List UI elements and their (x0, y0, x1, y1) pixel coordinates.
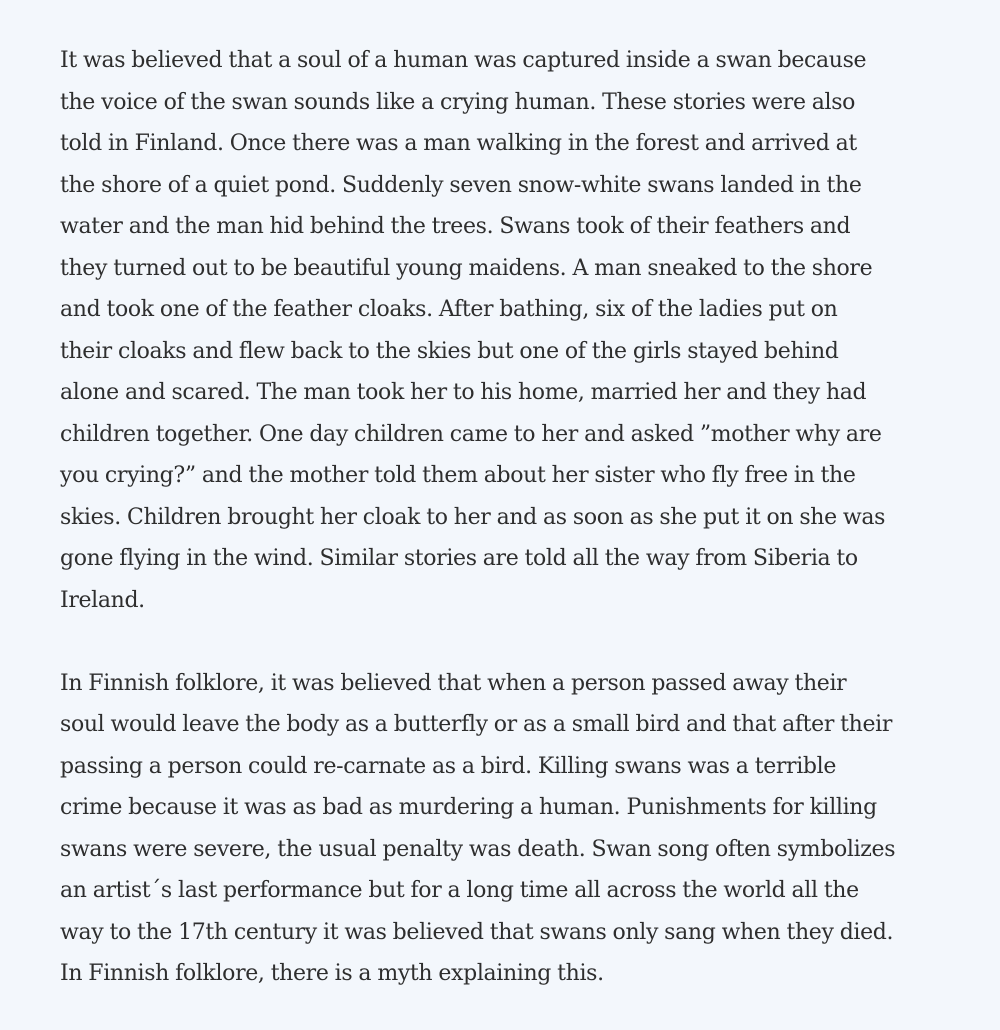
text-line: the voice of the swan sounds like a crying human. These stories were also (60, 89, 856, 115)
text-line: their cloaks and flew back to the skies but one of the girls stayed behind (60, 338, 839, 364)
text-line: an artist´s last performance but for a long time all across the world all the (60, 878, 859, 903)
text-line: they turned out to be beautiful young maidens. A man sneaked to the shore (60, 255, 873, 281)
text-line: told in Finland. Once there was a man walking in the forest and arrived at (60, 131, 857, 156)
text-line: gone flying in the wind. Similar stories are told all the way from Siberia to (60, 546, 858, 571)
article-body (60, 40, 960, 995)
text-line: way to the 17th century it was believed that swans only sang when they died. (60, 919, 894, 945)
text-line: In Finnish folklore, it was believed that when a person passed away their (60, 670, 847, 696)
text-line: passing a person could re-carnate as a bird. Killing swans was a terrible (60, 753, 836, 779)
text-line: It was believed that a soul of a human was captured inside a swan because (60, 48, 867, 73)
text-line: Ireland. (60, 587, 145, 613)
text-line: crime because it was as bad as murdering a human. Punishments for killing (60, 795, 877, 820)
text-line: the shore of a quiet pond. Suddenly seven snow-white swans landed in the (60, 172, 862, 198)
text-line: alone and scared. The man took her to his home, married her and they had (60, 380, 867, 405)
paragraph-swan-maidens (60, 40, 960, 621)
paragraph-finnish-folklore (60, 663, 960, 995)
text-line: water and the man hid behind the trees. Swans took of their feathers and (60, 214, 851, 239)
text-line: swans were severe, the usual penalty was death. Swan song often symbolizes (60, 836, 896, 862)
text-line: you crying?” and the mother told them about her sister who fly free in the (60, 463, 856, 488)
text-line: soul would leave the body as a butterfly or as a small bird and that after their (60, 712, 892, 737)
text-line: children together. One day children came to her and asked ”mother why are (60, 421, 882, 447)
text-line: and took one of the feather cloaks. After bathing, six of the ladies put on (60, 297, 838, 322)
text-line: In Finnish folklore, there is a myth explaining this. (60, 961, 604, 986)
text-line: skies. Children brought her cloak to her and as soon as she put it on she was (60, 504, 886, 530)
